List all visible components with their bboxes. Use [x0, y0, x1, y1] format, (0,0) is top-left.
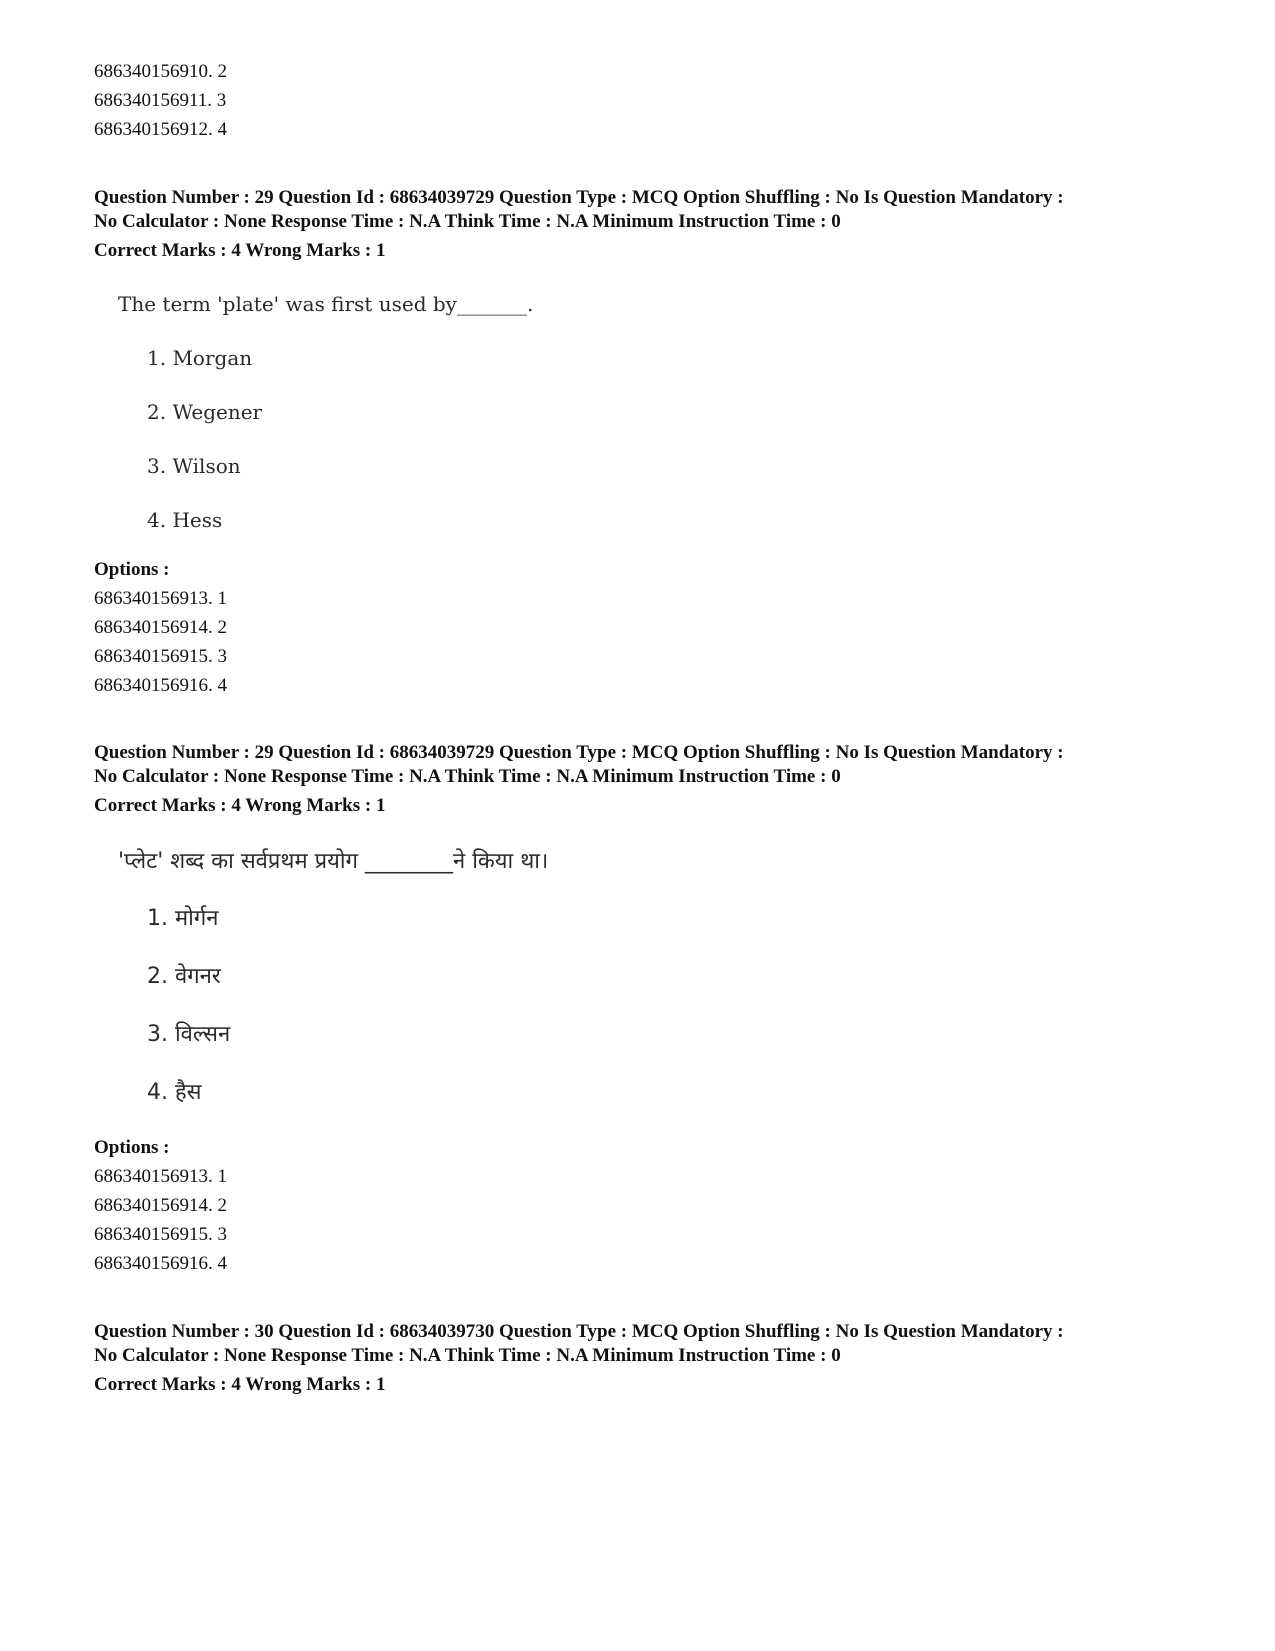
option-line: 686340156915. 3: [94, 646, 227, 667]
answer-choice: 1. Morgan: [147, 346, 253, 370]
answer-choice: 3. विल्सन: [147, 1022, 231, 1047]
question-header-line1: Question Number : 29 Question Id : 68634039729 Question Type : MCQ Option Shuffling : No Is Question Mandatory :: [94, 187, 1064, 208]
option-line: 686340156915. 3: [94, 1224, 227, 1245]
option-line: 686340156913. 1: [94, 1166, 227, 1187]
answer-choice: 2. वेगनर: [147, 964, 221, 989]
options-label: Options :: [94, 559, 170, 580]
answer-choice: 4. हैस: [147, 1080, 202, 1105]
answer-choice: 3. Wilson: [147, 454, 241, 478]
question-header-line1: Question Number : 29 Question Id : 68634039729 Question Type : MCQ Option Shuffling : No Is Question Mandatory :: [94, 742, 1064, 763]
option-line: 686340156916. 4: [94, 1253, 227, 1274]
question-marks: Correct Marks : 4 Wrong Marks : 1: [94, 795, 386, 816]
question-header-line2: No Calculator : None Response Time : N.A Think Time : N.A Minimum Instruction Time : 0: [94, 766, 841, 787]
question-header-line2: No Calculator : None Response Time : N.A Think Time : N.A Minimum Instruction Time : 0: [94, 1345, 841, 1366]
question-header-line1: Question Number : 30 Question Id : 68634039730 Question Type : MCQ Option Shuffling : No Is Question Mandatory :: [94, 1321, 1064, 1342]
question-marks: Correct Marks : 4 Wrong Marks : 1: [94, 240, 386, 261]
option-line: 686340156910. 2: [94, 61, 227, 82]
option-line: 686340156911. 3: [94, 90, 227, 111]
question-text: 'प्लेट' शब्द का सर्वप्रथम प्रयोग ________ने किया था।: [118, 849, 549, 874]
option-line: 686340156914. 2: [94, 617, 227, 638]
option-line: 686340156916. 4: [94, 675, 227, 696]
answer-choice: 1. मोर्गन: [147, 906, 219, 931]
option-line: 686340156914. 2: [94, 1195, 227, 1216]
question-marks: Correct Marks : 4 Wrong Marks : 1: [94, 1374, 386, 1395]
options-label: Options :: [94, 1137, 170, 1158]
option-line: 686340156912. 4: [94, 119, 227, 140]
question-text: The term 'plate' was first used by_______.: [118, 292, 534, 316]
answer-choice: 4. Hess: [147, 508, 223, 532]
answer-choice: 2. Wegener: [147, 400, 263, 424]
option-line: 686340156913. 1: [94, 588, 227, 609]
question-header-line2: No Calculator : None Response Time : N.A Think Time : N.A Minimum Instruction Time : 0: [94, 211, 841, 232]
